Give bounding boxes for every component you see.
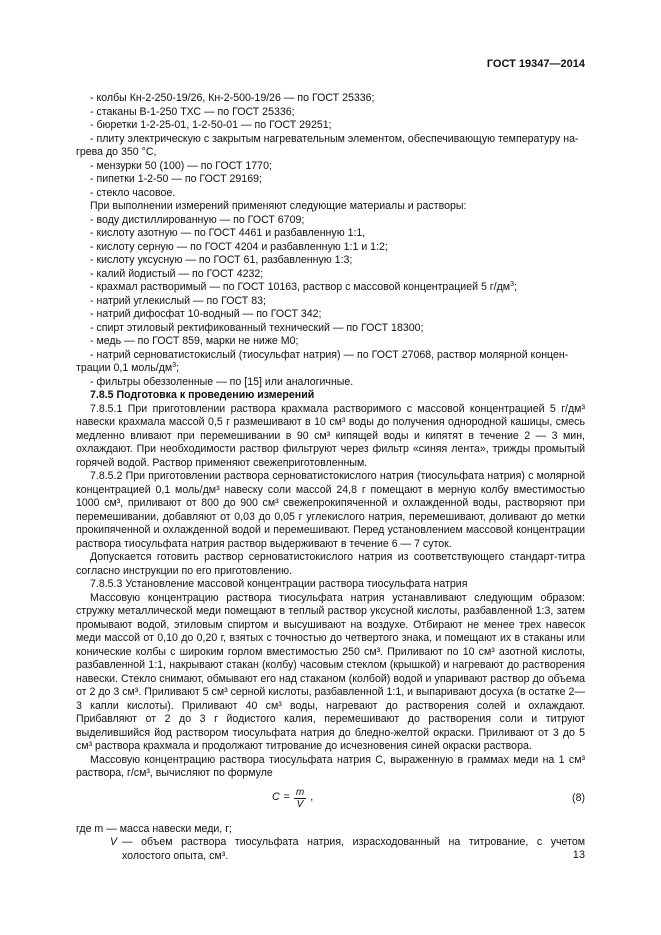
list-item: - калий йодистый — по ГОСТ 4232; (90, 267, 264, 280)
list-item-thiosulfate-line1: - натрий серноватистокислый (тиосульфат натрия) — по ГОСТ 27068, раствор молярной концен- (90, 348, 569, 361)
formula-expression (272, 787, 313, 810)
list-item: - мензурки 50 (100) — по ГОСТ 1770; (90, 159, 272, 172)
formula-number: (8) (572, 791, 585, 804)
list-item-hotplate-line2: грева до 350 °С, (76, 146, 157, 158)
formula-operator: = (283, 791, 290, 804)
list-item: - спирт этиловый ректификованный технический — по ГОСТ 18300; (90, 321, 424, 334)
list-item-thiosulfate-line2: трации 0,1 моль/$дм^3$; (76, 362, 180, 374)
paragraph-formula-intro: Массовую концентрацию раствора тиосульфата натрия C, выраженную в граммах меди на 1 см³ раствора, г/см³, вычисляют по формуле (76, 753, 585, 779)
definition-v: V — объем раствора тиосульфата натрия, израсходованный на титрование, с учетом холостого опыта, см³. (110, 836, 585, 862)
document-body (76, 92, 585, 863)
list-item: - колбы Кн-2-250-19/26, Кн-2-500-19/26 — по ГОСТ 25336; (90, 92, 375, 104)
list-item: - бюретки 1-2-25-01, 1-2-50-01 — по ГОСТ 29251; (90, 119, 332, 131)
list-item: - медь — по ГОСТ 859, марки не ниже М0; (90, 335, 299, 347)
paragraph-7851: 7.8.5.1 При приготовлении раствора крахмала растворимого с массовой концентрацией 5 г/дм³ навески крахмала массой 0,5 г размешивают в 10 см³ воды до получения однородной кашицы, смесь медленно вливают при перемешивании в 90 см³ кипящей воды и кипятят в течение 2 — 3 мин, охлаждают. При необходимости раствор фильтруют через фильтр «синяя лента», трижды промытый горячей водой. Раствор применяют свежеприготовленным. (76, 402, 585, 469)
list-item: - воду дистиллированную — по ГОСТ 6709; (90, 213, 305, 226)
paragraph-7853-title: 7.8.5.3 Установление массовой концентрации раствора тиосульфата натрия (90, 578, 468, 590)
formula-fraction (294, 787, 306, 810)
paragraph-mass-concentration: Массовую концентрацию раствора тиосульфата натрия устанавливают следующим образом: стружку металлической меди помещают в теплый раствор уксусной кислоты, разбавленной 1:3, затем промывают водой, этиловым спиртом и высушивают на воздухе. Отбирают не менее трех навесок меди массой от 0,10 до 0,20 г, взятых с точностью до четвертого знака, и помещают их в стаканы или конические колбы с широким горлом вместимостью 250 см³. Приливают по 10 см³ азотной кислоты, разбавленной 1:1, накрывают стакан (колбу) часовым стеклом (крышкой) и нагревают до растворения навески. Стекло снимают, обмывают его над стаканом (колбой) водой и упаривают раствор до объема от 2 до 3 см³. Приливают 5 см³ серной кислоты, разбавленной 1:1, и выпаривают досуха (в остатке 2—3 капли кислоты). Приливают 40 см³ воды, нагревают до растворения солей и охлаждают. Прибавляют от 2 до 3 г йодистого калия, перемешивают до растворения соли и титруют выделившийся йод раствором тиосульфата натрия до бледно-желтой окраски. Приливают от 3 до 5 см³ раствора крахмала и продолжают титрование до исчезновения синей окраски раствора. (76, 591, 585, 752)
page-number: 13 (572, 849, 585, 861)
list-item: - натрий углекислый — по ГОСТ 83; (90, 294, 266, 307)
list-item: - фильтры обеззоленные — по [15] или аналогичные. (90, 375, 354, 388)
document-header: ГОСТ 19347—2014 (486, 58, 585, 70)
definition-m: где m — масса навески меди, г; (76, 822, 232, 835)
list-item: - стаканы В-1-250 ТХС — по ГОСТ 25336; (90, 105, 295, 118)
formula-tail: , (310, 791, 314, 804)
formula-lhs: C (272, 791, 280, 804)
list-item: - кислоту уксусную — по ГОСТ 61, разбавленную 1:3; (90, 254, 353, 266)
formula-numerator: m (295, 786, 305, 798)
list-item: - кислоту серную — по ГОСТ 4204 и разбавленную 1:1 и 1:2; (90, 240, 388, 253)
list-item: - пипетки 1-2-50 — по ГОСТ 29169; (90, 173, 262, 185)
list-item-starch: - крахмал растворимый — по ГОСТ 10163, раствор с массовой концентрацией 5 $г/дм^3$; (90, 281, 517, 293)
list-item: - натрий дифосфат 10-водный — по ГОСТ 342; (90, 308, 322, 320)
paragraph-7852: 7.8.5.2 При приготовлении раствора серноватистокислого натрия (тиосульфата натрия) с молярной концентрацией 0,1 моль/дм³ навеску соли массой 24,8 г помещают в мерную колбу вместимостью 1000 см³, приливают от 800 до 900 см³ свежепрокипяченной и охлажденной воды, растворяют при перемешивании, добавляют от 0,03 до 0,05 г углекислого натрия, перемешивают, доливают до метки прокипяченной и охлажденной водой и перемешивают. Перед установлением массовой концентрации раствора тиосульфата натрия раствор выдерживают в течение 6 — 7 суток. (76, 470, 585, 550)
formula-8 (76, 783, 585, 823)
formula-denominator: V (296, 798, 304, 810)
list-item: - стекло часовое. (90, 186, 176, 199)
section-heading: 7.8.5 Подготовка к проведению измерений (90, 389, 315, 401)
materials-intro: При выполнении измерений применяют следующие материалы и растворы: (90, 200, 467, 212)
variable-definitions (76, 823, 585, 864)
list-item-hotplate-line1: - плиту электрическую с закрытым нагревательным элементом, обеспечивающую температуру на- (90, 132, 579, 145)
paragraph-allowed: Допускается готовить раствор серноватистокислого натрия из соответствующего стандарт-титра согласно инструкции по его приготовлению. (76, 551, 585, 577)
list-item: - кислоту азотную — по ГОСТ 4461 и разбавленную 1:1, (90, 227, 366, 239)
